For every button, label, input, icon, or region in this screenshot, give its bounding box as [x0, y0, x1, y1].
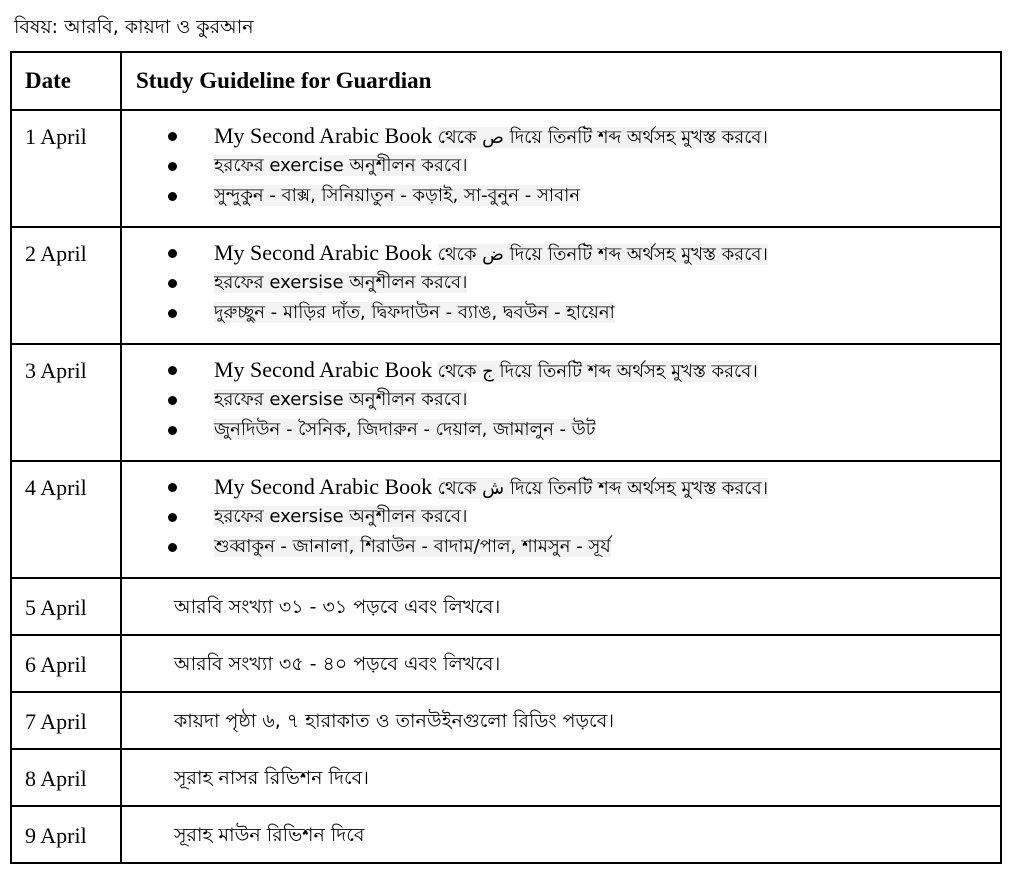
guideline-cell — [121, 461, 1001, 578]
bullet-icon — [168, 366, 177, 375]
date-cell: 1 April — [11, 110, 121, 227]
list-item: সুন্দুকুন - বাক্স, সিনিয়াতুন - কড়াই, সা-বুনুন - সাবান — [168, 181, 1000, 211]
table-row — [11, 461, 1001, 578]
bullet-icon — [168, 543, 177, 552]
date-cell: 5 April — [11, 578, 121, 635]
list-item: My Second Arabic Book থেকে ج দিয়ে তিনটি শব্দ অর্থসহ মুখস্ত করবে। — [168, 355, 1000, 385]
list-item: জুনদিউন - সৈনিক, জিদারুন - দেয়াল, জামালুন - উট — [168, 415, 1000, 445]
bullet-icon — [168, 192, 177, 201]
bullet-icon — [168, 309, 177, 318]
date-cell: 8 April — [11, 749, 121, 806]
list-item: হরফের exersise অনুশীলন করবে। — [168, 385, 1000, 415]
guideline-cell: সূরাহ নাসর রিভিশন দিবে। — [121, 749, 1001, 806]
bullet-icon — [168, 132, 177, 141]
date-cell: 9 April — [11, 806, 121, 863]
date-cell: 7 April — [11, 692, 121, 749]
list-item: হরফের exersise অনুশীলন করবে। — [168, 268, 1000, 298]
table-header-row — [11, 52, 1001, 110]
guideline-cell: সূরাহ মাউন রিভিশন দিবে — [121, 806, 1001, 863]
table-row — [11, 806, 1001, 863]
guideline-cell: আরবি সংখ্যা ৩৫ - ৪০ পড়বে এবং লিখবে। — [121, 635, 1001, 692]
list-item: হরফের exersise অনুশীলন করবে। — [168, 502, 1000, 532]
bullet-icon — [168, 483, 177, 492]
date-cell: 4 April — [11, 461, 121, 578]
bullet-icon — [168, 513, 177, 522]
guideline-cell: কায়দা পৃষ্ঠা ৬, ৭ হারাকাত ও তানউইনগুলো রিডিং পড়বে। — [121, 692, 1001, 749]
guideline-cell — [121, 110, 1001, 227]
table-row — [11, 578, 1001, 635]
list-item: My Second Arabic Book থেকে ش দিয়ে তিনটি শব্দ অর্থসহ মুখস্ত করবে। — [168, 472, 1000, 502]
list-item: My Second Arabic Book থেকে ض দিয়ে তিনটি শব্দ অর্থসহ মুখস্ত করবে। — [168, 238, 1000, 268]
table-row — [11, 692, 1001, 749]
bullet-icon — [168, 249, 177, 258]
list-item: My Second Arabic Book থেকে ص দিয়ে তিনটি শব্দ অর্থসহ মুখস্ত করবে। — [168, 121, 1000, 151]
table-row — [11, 110, 1001, 227]
bullet-icon — [168, 162, 177, 171]
table-row — [11, 227, 1001, 344]
date-cell: 6 April — [11, 635, 121, 692]
guideline-cell — [121, 227, 1001, 344]
table-row — [11, 344, 1001, 461]
bullet-icon — [168, 426, 177, 435]
guideline-cell — [121, 344, 1001, 461]
date-cell: 3 April — [11, 344, 121, 461]
list-item: হরফের exercise অনুশীলন করবে। — [168, 151, 1000, 181]
bullet-icon — [168, 396, 177, 405]
bullet-icon — [168, 279, 177, 288]
date-cell: 2 April — [11, 227, 121, 344]
subject-line: বিষয়: আরবি, কায়দা ও কুরআন — [14, 16, 254, 38]
header-guideline: Study Guideline for Guardian — [121, 52, 1001, 110]
header-date: Date — [11, 52, 121, 110]
table-row — [11, 749, 1001, 806]
table-row — [11, 635, 1001, 692]
list-item: শুব্বাকুন - জানালা, শিরাউন - বাদাম/পাল, শামসুন - সূর্য — [168, 532, 1000, 562]
study-guideline-table — [10, 51, 1002, 864]
list-item: দুরুচ্ছুন - মাড়ির দাঁত, দ্বিফদাউন - ব্যাঙ, দ্ববউন - হায়েনা — [168, 298, 1000, 328]
guideline-cell: আরবি সংখ্যা ৩১ - ৩১ পড়বে এবং লিখবে। — [121, 578, 1001, 635]
